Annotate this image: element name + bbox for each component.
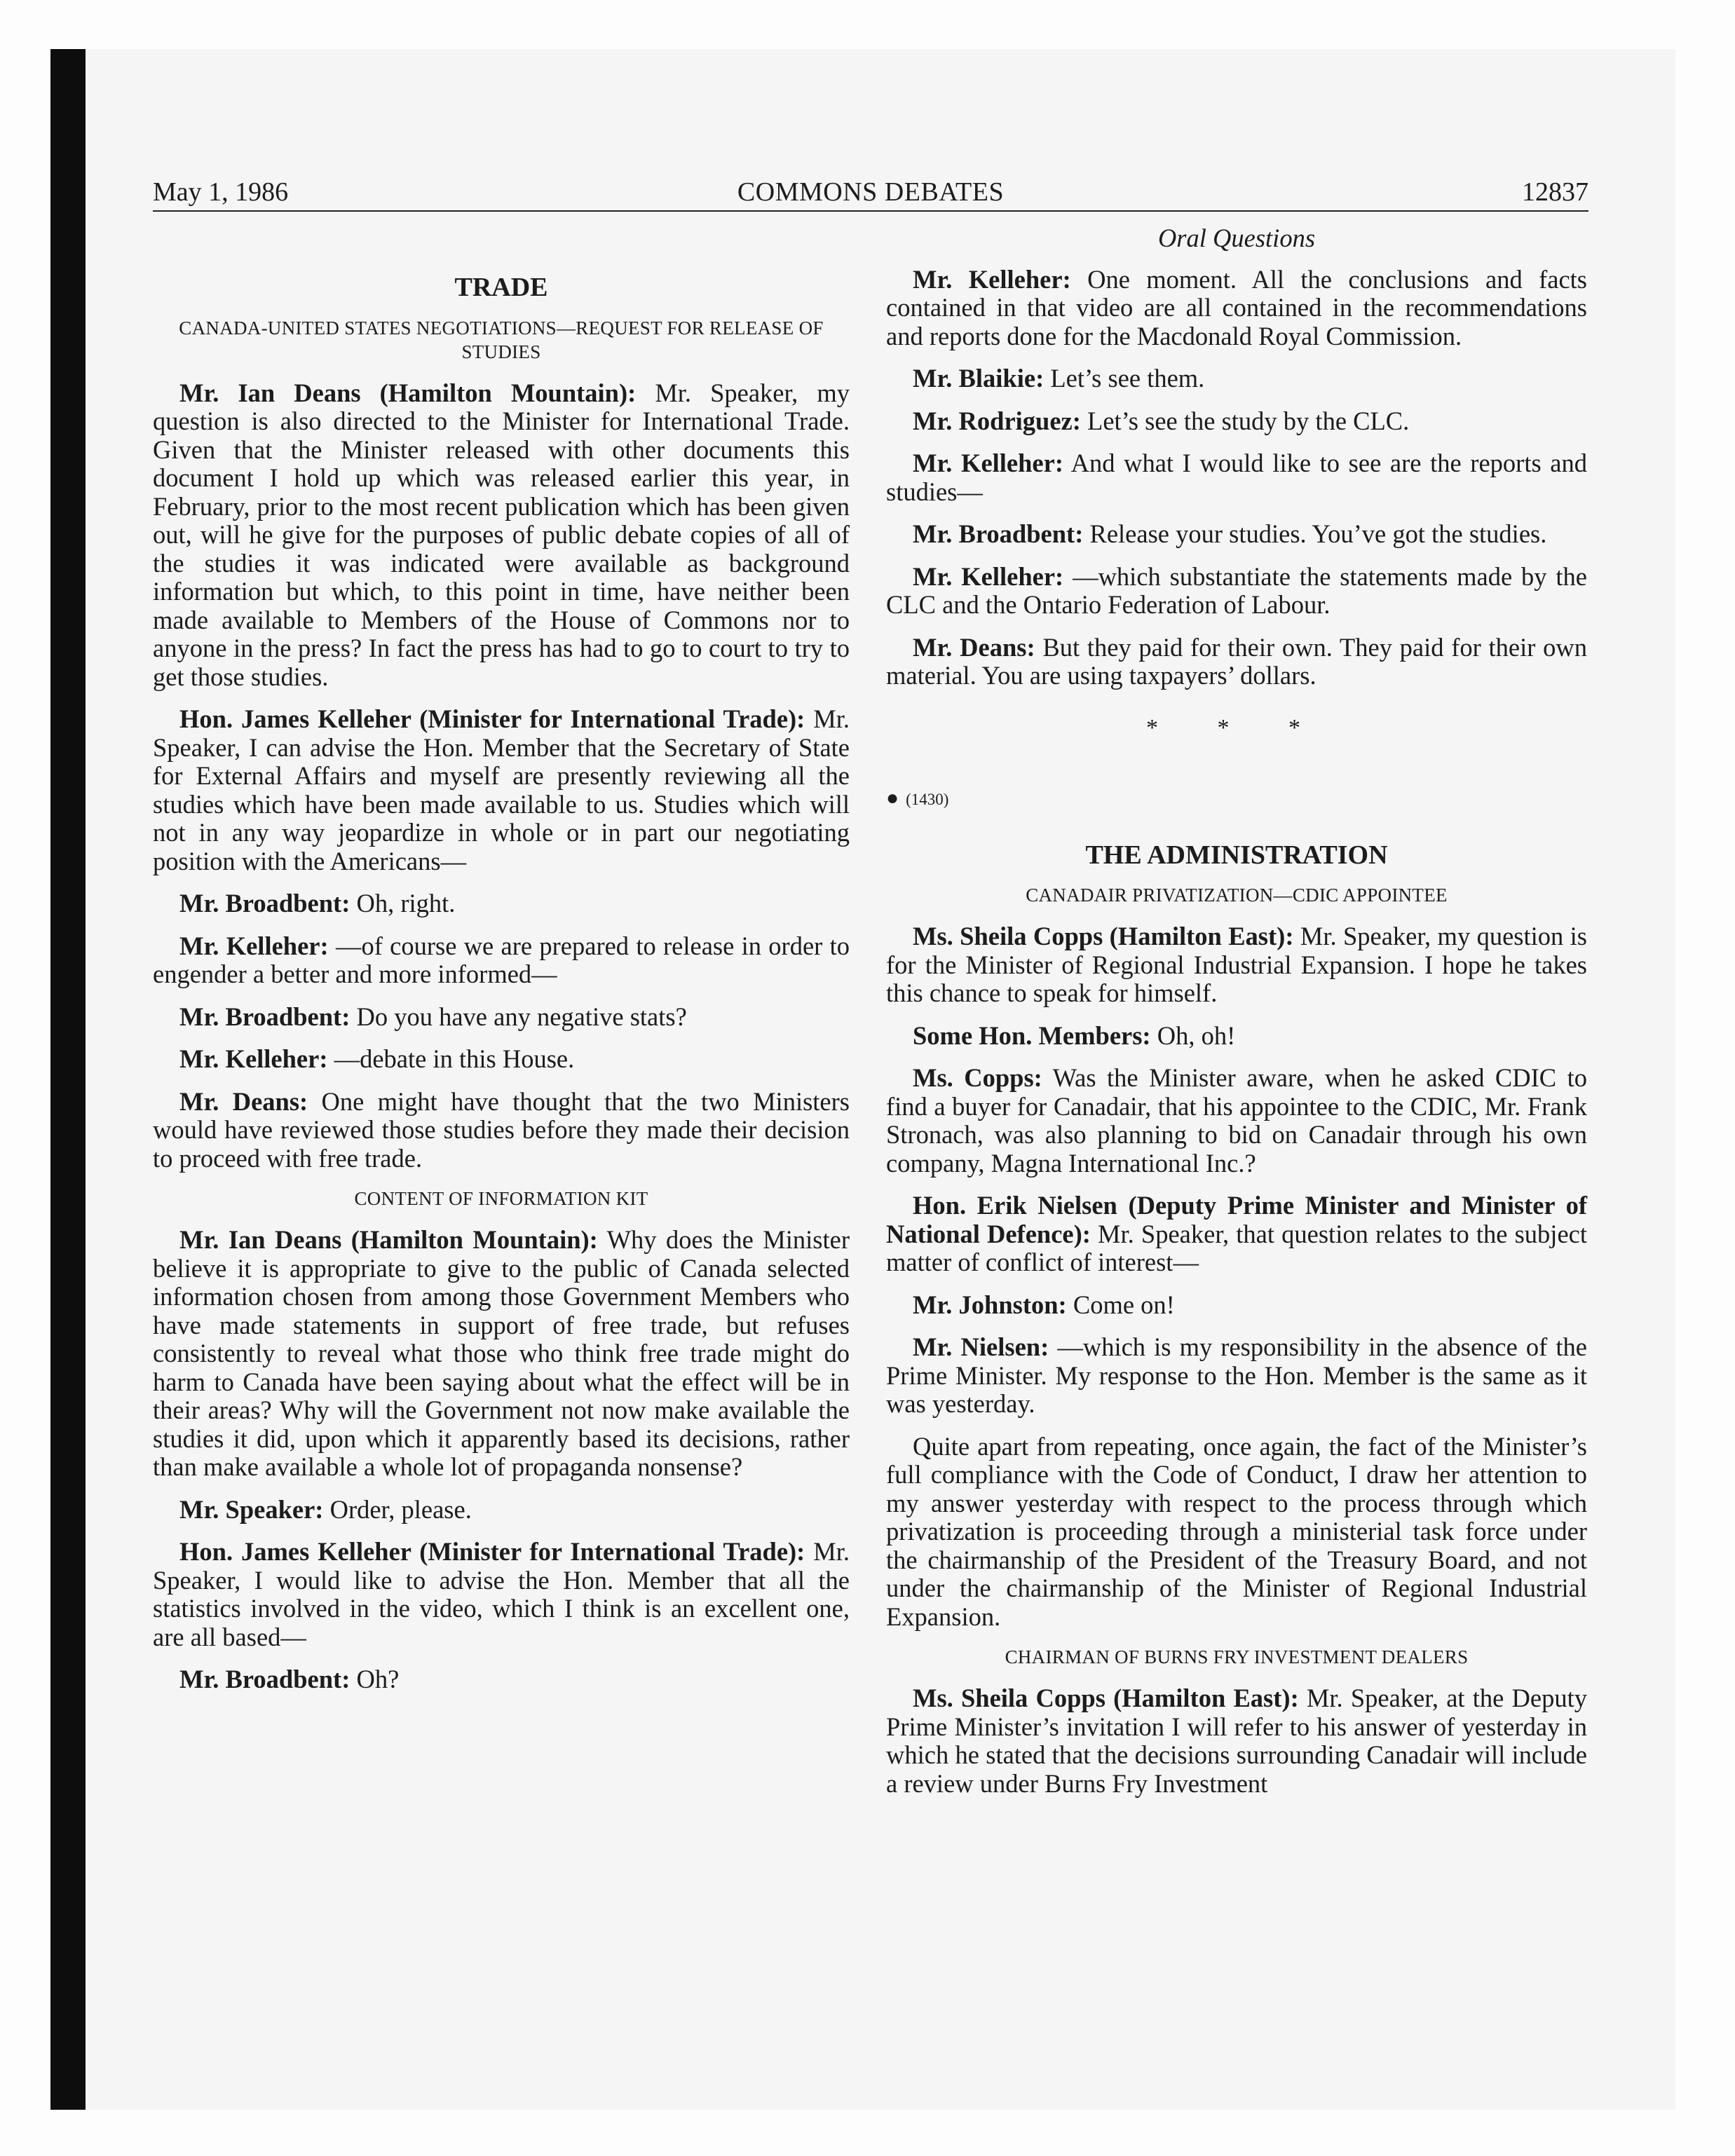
speaker-name: Hon. Erik Nielsen (Deputy Prime Minister and Minister of National Defence): — [886, 1191, 1587, 1248]
speech-paragraph — [886, 1333, 1587, 1419]
speaker-name: Mr. Ian Deans (Hamilton Mountain): — [179, 378, 637, 407]
speech-paragraph — [153, 1538, 850, 1651]
speech-paragraph — [153, 932, 850, 989]
speaker-name: Some Hon. Members: — [913, 1021, 1151, 1050]
speaker-name: Hon. James Kelleher (Minister for International Trade): — [179, 704, 805, 733]
speaker-name: Mr. Kelleher: — [913, 264, 1071, 294]
speech-text: Mr. Speaker, my question is also directed to the Minister for International Trade. Given that the Minister released with other documents this document I hold up which was released earlier this year, in February, prior to the most recent publication which has been given out, will he give for the purposes of public debate copies of all of the studies it was indicated were available as background information but which, to this point in time, have neither been made available to Members of the House of Commons nor to anyone in the press? In fact the press has had to go to court to try to get those studies. — [153, 378, 850, 691]
speech-text: One might have thought that the two Ministers would have reviewed those studies before they made their decision to proceed with free trade. — [153, 1086, 850, 1173]
speech-text: Mr. Speaker, that question relates to the subject matter of conflict of interest— — [886, 1219, 1587, 1276]
speech-text: Was the Minister aware, when he asked CDIC to find a buyer for Canadair, that his appointee to the CDIC, Mr. Frank Stronach, was also planning to bid on Canadair through his own company, Magna International Inc.? — [886, 1063, 1587, 1178]
speech-paragraph — [886, 364, 1587, 393]
speaker-name: Mr. Broadbent: — [179, 1002, 351, 1031]
speech-text: Do you have any negative stats? — [350, 1002, 687, 1031]
speech-paragraph — [153, 379, 850, 692]
scan-edge-shadow — [50, 49, 86, 2110]
speaker-name: Mr. Deans: — [913, 632, 1035, 662]
speech-paragraph — [886, 1192, 1587, 1277]
speech-text: Release your studies. You’ve got the studies. — [1083, 519, 1547, 548]
speaker-name: Mr. Kelleher: — [179, 931, 329, 960]
speech-paragraph — [153, 1496, 850, 1524]
page-header — [153, 174, 1588, 212]
speaker-name: Mr. Broadbent: — [179, 889, 351, 917]
running-head: Oral Questions — [1157, 224, 1316, 252]
speaker-name: Mr. Blaikie: — [913, 364, 1045, 393]
speech-paragraph — [153, 705, 850, 875]
speech-text: —which substantiate the statements made by the CLC and the Ontario Federation of Labour. — [886, 561, 1588, 619]
left-column — [153, 224, 850, 1708]
section-title-trade: TRADE — [454, 273, 548, 302]
speaker-name: Mr. Rodriguez: — [913, 406, 1081, 435]
speech-text: Come on! — [1066, 1290, 1175, 1319]
speech-paragraph — [153, 1045, 850, 1074]
speaker-name: Mr. Deans: — [179, 1086, 308, 1116]
speaker-name: Mr. Ian Deans (Hamilton Mountain): — [179, 1225, 598, 1254]
speech-text: —of course we are prepared to release in order to engender a better and more informed— — [153, 931, 850, 988]
speech-paragraph — [886, 1064, 1587, 1178]
speech-text: And what I would like to see are the reports and studies— — [886, 449, 1587, 506]
section-break-stars: * * * — [1146, 714, 1327, 741]
speaker-name: Ms. Sheila Copps (Hamilton East): — [913, 1684, 1299, 1712]
speech-text: Mr. Speaker, I can advise the Hon. Member that the Secretary of State for External Affairs and myself are presently reviewing all the studies which have been made available to us. Studies which will not in any way jeopardize in whole or in part our negotiating position with the Americans— — [153, 704, 850, 875]
speech-paragraph — [153, 1226, 850, 1482]
speech-paragraph — [886, 266, 1587, 351]
speech-paragraph — [886, 449, 1587, 506]
subheading-negotiations: CANADA-UNITED STATES NEGOTIATIONS—REQUEST FOR RELEASE OF STUDIES — [179, 317, 824, 362]
subheading-canadair: CANADAIR PRIVATIZATION—CDIC APPOINTEE — [1026, 885, 1448, 906]
right-column — [886, 224, 1587, 1812]
speech-text: Mr. Speaker, at the Deputy Prime Minister’s invitation I will refer to his answer of yesterday in which he stated that the decisions surrounding Canadair will include a review under Burns Fry Investment — [886, 1684, 1587, 1798]
speech-paragraph — [886, 922, 1587, 1008]
speech-text: Let’s see the study by the CLC. — [1080, 406, 1410, 435]
speech-text: —debate in this House. — [327, 1044, 575, 1073]
speech-text: But they paid for their own. They paid for their own material. You are using taxpayers’ dollars. — [886, 632, 1587, 690]
speech-text: Why does the Minister believe it is appropriate to give to the public of Canada selected information chosen from among those Government Members who have made statements in support of free trade, but refuses consistently to reveal what those who think free trade might do harm to Canada have been saying about what the effect will be in their areas? Why will the Government not now make available the studies it did, upon which it apparently based its decisions, rather than make available a whole lot of propaganda nonsense? — [153, 1225, 850, 1481]
speaker-name: Mr. Kelleher: — [179, 1044, 328, 1073]
time-marker-text: (1430) — [906, 791, 949, 808]
speech-paragraph — [153, 1088, 850, 1173]
header-page-number: 12837 — [1522, 177, 1588, 207]
speech-text: Oh? — [350, 1665, 400, 1693]
speech-text: Order, please. — [323, 1494, 472, 1524]
speaker-name: Mr. Kelleher: — [913, 561, 1064, 591]
speech-paragraph — [153, 889, 850, 918]
time-marker — [886, 784, 1587, 814]
header-date: May 1, 1986 — [153, 177, 289, 207]
speech-text: Let’s see them. — [1044, 364, 1205, 393]
subheading-burns-fry: CHAIRMAN OF BURNS FRY INVESTMENT DEALERS — [1005, 1646, 1469, 1667]
speech-paragraph — [886, 407, 1587, 436]
speaker-name: Mr. Kelleher: — [913, 449, 1063, 477]
speech-paragraph — [886, 1022, 1587, 1051]
speech-text: Quite apart from repeating, once again, the fact of the Minister’s full compliance with the Code of Conduct, I draw her attention to my answer yesterday with respect to the process through which privatization is proceeding through a ministerial task force under the chairmanship of the President of the Treasury Board, and not under the chairmanship of the Minister of Regional Industrial Expansion. — [886, 1431, 1587, 1631]
speaker-name: Mr. Johnston: — [913, 1290, 1067, 1319]
speech-text: Oh, oh! — [1150, 1021, 1236, 1050]
speech-paragraph — [886, 563, 1587, 620]
speech-text: One moment. All the conclusions and facts contained in that video are all contained in the recommendations and reports done for the Macdonald Royal Commission. — [886, 264, 1588, 350]
speech-paragraph — [886, 1433, 1587, 1632]
speech-text: —which is my responsibility in the absence of the Prime Minister. My response to the Hon. Member is the same as it was yesterday. — [886, 1332, 1587, 1418]
section-title-administration: THE ADMINISTRATION — [1085, 840, 1388, 870]
speech-text: Mr. Speaker, I would like to advise the Hon. Member that all the statistics involved in the video, which I think is an excellent one, are all based— — [153, 1537, 850, 1651]
speech-paragraph — [886, 1684, 1587, 1798]
speech-paragraph — [886, 634, 1587, 690]
bullet-icon: ● — [886, 786, 899, 810]
subheading-information-kit: CONTENT OF INFORMATION KIT — [354, 1188, 648, 1209]
speaker-name: Mr. Nielsen: — [913, 1332, 1049, 1361]
speaker-name: Mr. Broadbent: — [913, 519, 1084, 548]
speaker-name: Ms. Sheila Copps (Hamilton East): — [913, 922, 1294, 950]
speech-paragraph — [886, 520, 1587, 549]
speech-paragraph — [886, 1291, 1587, 1320]
speech-paragraph — [153, 1003, 850, 1032]
speaker-name: Hon. James Kelleher (Minister for International Trade): — [179, 1537, 805, 1566]
speech-paragraph — [153, 1665, 850, 1694]
header-title: COMMONS DEBATES — [737, 177, 1005, 207]
speaker-name: Mr. Broadbent: — [179, 1665, 351, 1693]
speaker-name: Mr. Speaker: — [179, 1494, 324, 1524]
speech-text: Oh, right. — [350, 889, 456, 917]
speech-text: Mr. Speaker, my question is for the Minister of Regional Industrial Expansion. I hope he takes this chance to speak for himself. — [886, 922, 1587, 1007]
speaker-name: Ms. Copps: — [913, 1063, 1042, 1092]
